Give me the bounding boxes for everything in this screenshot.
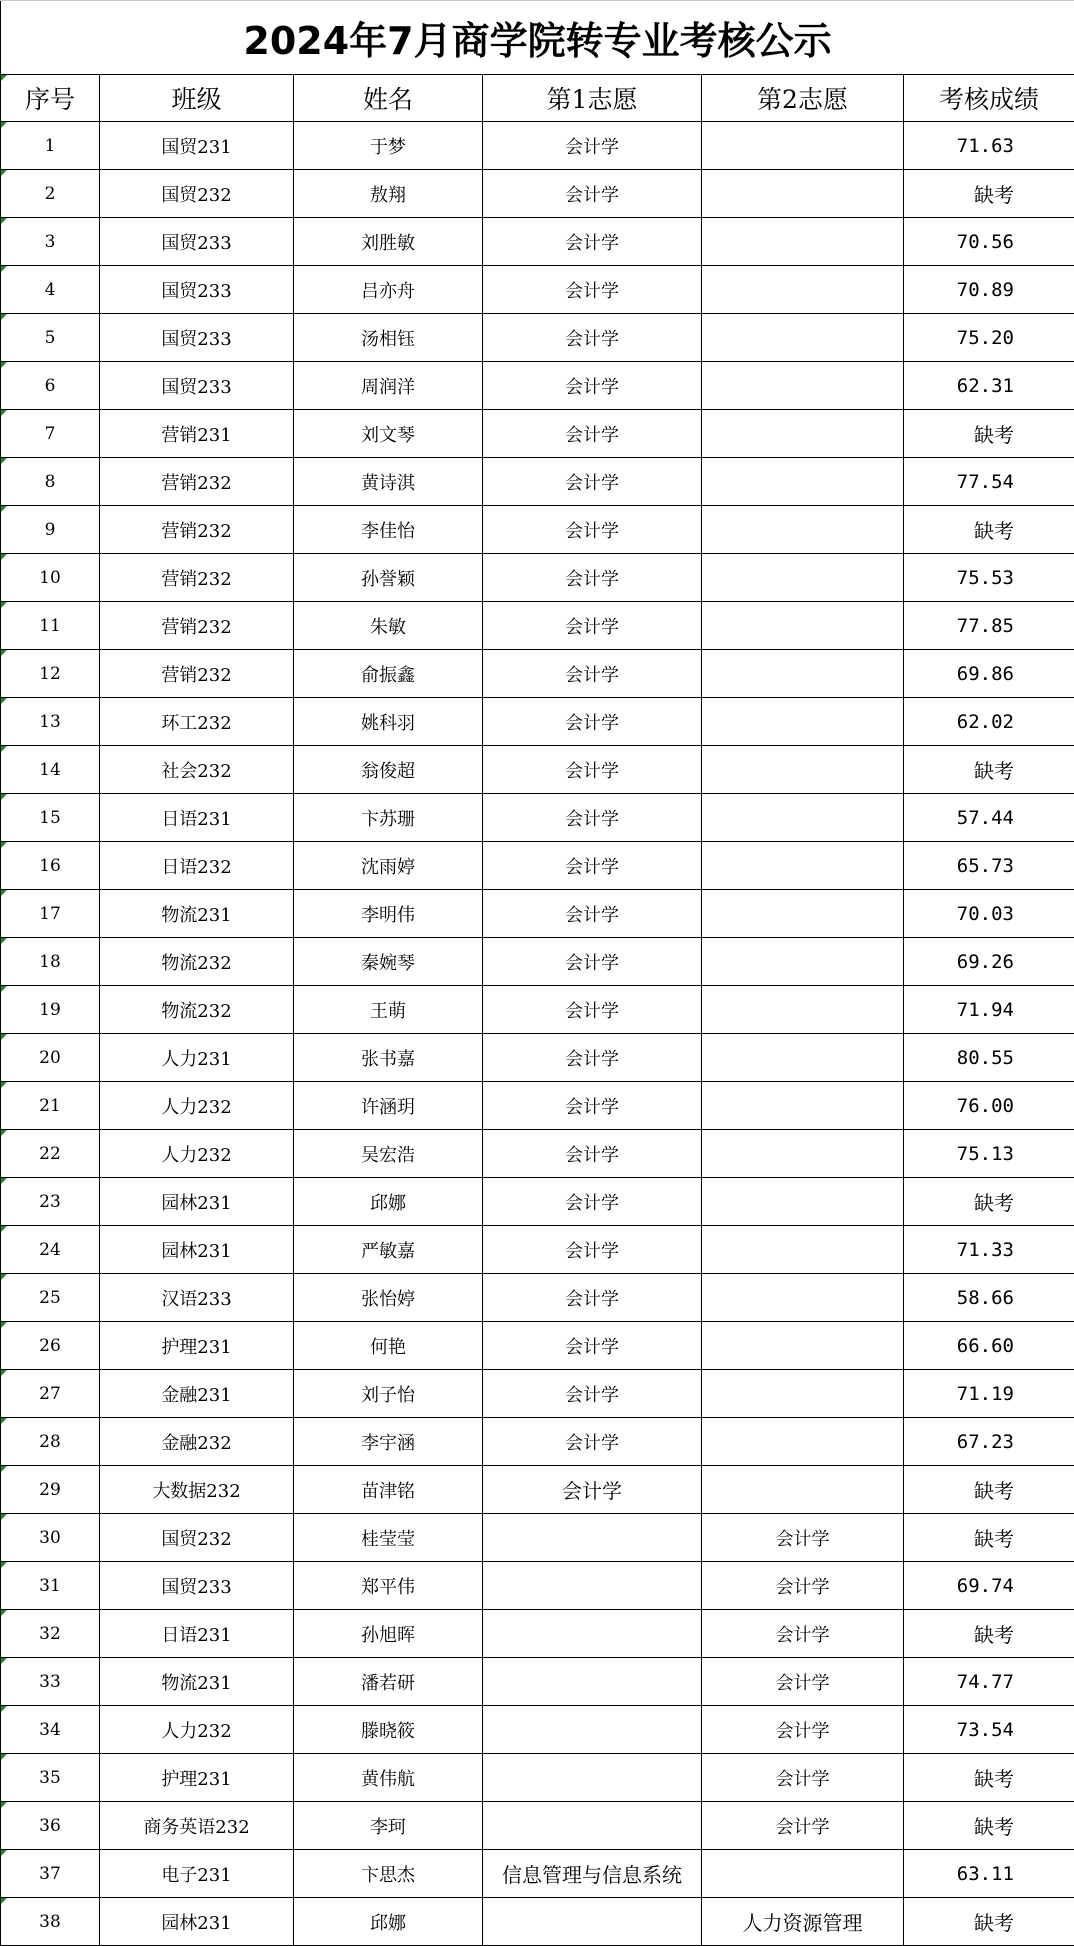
cell-second-choice[interactable] — [702, 1034, 904, 1082]
cell-score[interactable]: 67.23 — [904, 1418, 1074, 1466]
cell-second-choice[interactable] — [702, 1418, 904, 1466]
cell-class[interactable]: 营销232 — [100, 650, 294, 698]
cell-seq[interactable]: 10 — [1, 554, 100, 602]
cell-first-choice[interactable]: 会计学 — [483, 602, 702, 650]
cell-score[interactable]: 74.77 — [904, 1658, 1074, 1706]
cell-first-choice[interactable]: 会计学 — [483, 1274, 702, 1322]
cell-first-choice[interactable]: 会计学 — [483, 122, 702, 170]
cell-seq[interactable]: 4 — [1, 266, 100, 314]
cell-second-choice[interactable] — [702, 458, 904, 506]
cell-seq[interactable]: 17 — [1, 890, 100, 938]
cell-first-choice[interactable]: 会计学 — [483, 506, 702, 554]
table-row — [1, 1562, 1074, 1610]
cell-score[interactable]: 缺考 — [904, 410, 1074, 458]
cell-score[interactable]: 57.44 — [904, 794, 1074, 842]
cell-score[interactable]: 71.94 — [904, 986, 1074, 1034]
table-row — [1, 1082, 1074, 1130]
cell-first-choice[interactable]: 会计学 — [483, 1082, 702, 1130]
cell-first-choice[interactable] — [483, 1658, 702, 1706]
cell-score[interactable]: 70.89 — [904, 266, 1074, 314]
cell-seq[interactable]: 37 — [1, 1850, 100, 1898]
cell-seq[interactable]: 28 — [1, 1418, 100, 1466]
cell-name[interactable]: 张书嘉 — [294, 1034, 483, 1082]
cell-seq[interactable]: 35 — [1, 1754, 100, 1802]
cell-seq[interactable]: 19 — [1, 986, 100, 1034]
cell-second-choice[interactable]: 会计学 — [702, 1754, 904, 1802]
cell-second-choice[interactable] — [702, 170, 904, 218]
cell-first-choice[interactable]: 会计学 — [483, 362, 702, 410]
cell-second-choice[interactable] — [702, 1322, 904, 1370]
cell-class[interactable]: 国贸232 — [100, 170, 294, 218]
table-row — [1, 1370, 1074, 1418]
cell-second-choice[interactable] — [702, 986, 904, 1034]
cell-second-choice[interactable]: 会计学 — [702, 1562, 904, 1610]
cell-name[interactable]: 卞苏珊 — [294, 794, 483, 842]
cell-first-choice[interactable] — [483, 1754, 702, 1802]
cell-name[interactable]: 黄伟航 — [294, 1754, 483, 1802]
cell-first-choice[interactable]: 会计学 — [483, 266, 702, 314]
cell-name[interactable]: 刘子怡 — [294, 1370, 483, 1418]
header-score[interactable]: 考核成绩 — [904, 75, 1074, 122]
cell-second-choice[interactable] — [702, 1082, 904, 1130]
cell-name[interactable]: 沈雨婷 — [294, 842, 483, 890]
cell-name[interactable]: 周润洋 — [294, 362, 483, 410]
table-row — [1, 1898, 1074, 1946]
cell-class[interactable]: 日语231 — [100, 1610, 294, 1658]
cell-first-choice[interactable] — [483, 1562, 702, 1610]
cell-second-choice[interactable] — [702, 1370, 904, 1418]
cell-class[interactable]: 营销232 — [100, 554, 294, 602]
cell-name[interactable]: 潘若研 — [294, 1658, 483, 1706]
cell-second-choice[interactable] — [702, 362, 904, 410]
cell-class[interactable]: 人力232 — [100, 1082, 294, 1130]
cell-score[interactable]: 65.73 — [904, 842, 1074, 890]
cell-name[interactable]: 严敏嘉 — [294, 1226, 483, 1274]
cell-second-choice[interactable] — [702, 938, 904, 986]
cell-name[interactable]: 苗津铭 — [294, 1466, 483, 1514]
cell-seq[interactable]: 13 — [1, 698, 100, 746]
table-row — [1, 1226, 1074, 1274]
table-row — [1, 1802, 1074, 1850]
cell-name[interactable]: 翁俊超 — [294, 746, 483, 794]
cell-first-choice[interactable]: 会计学 — [483, 1226, 702, 1274]
cell-class[interactable]: 护理231 — [100, 1754, 294, 1802]
cell-name[interactable]: 汤相钰 — [294, 314, 483, 362]
cell-seq[interactable]: 12 — [1, 650, 100, 698]
cell-seq[interactable]: 27 — [1, 1370, 100, 1418]
cell-score[interactable]: 73.54 — [904, 1706, 1074, 1754]
cell-score[interactable]: 75.53 — [904, 554, 1074, 602]
cell-class[interactable]: 国贸233 — [100, 218, 294, 266]
table-row — [1, 1178, 1074, 1226]
table-row — [1, 314, 1074, 362]
cell-second-choice[interactable] — [702, 602, 904, 650]
cell-class[interactable]: 物流231 — [100, 1658, 294, 1706]
cell-class[interactable]: 环工232 — [100, 698, 294, 746]
cell-name[interactable]: 秦婉琴 — [294, 938, 483, 986]
header-seq[interactable]: 序号 — [1, 75, 100, 122]
cell-class[interactable]: 国贸232 — [100, 1514, 294, 1562]
table-row — [1, 170, 1074, 218]
table-row — [1, 554, 1074, 602]
cell-seq[interactable]: 8 — [1, 458, 100, 506]
cell-seq[interactable]: 9 — [1, 506, 100, 554]
cell-score[interactable]: 缺考 — [904, 1514, 1074, 1562]
cell-name[interactable]: 张怡婷 — [294, 1274, 483, 1322]
table-row — [1, 794, 1074, 842]
table-row — [1, 1466, 1074, 1514]
cell-first-choice[interactable]: 会计学 — [483, 1178, 702, 1226]
title-row — [1, 1, 1074, 75]
table-row — [1, 1322, 1074, 1370]
cell-score[interactable]: 75.13 — [904, 1130, 1074, 1178]
header-name[interactable]: 姓名 — [294, 75, 483, 122]
cell-seq[interactable]: 15 — [1, 794, 100, 842]
cell-seq[interactable]: 30 — [1, 1514, 100, 1562]
cell-name[interactable]: 朱敏 — [294, 602, 483, 650]
cell-second-choice[interactable] — [702, 1178, 904, 1226]
cell-second-choice[interactable] — [702, 650, 904, 698]
cell-first-choice[interactable] — [483, 1898, 702, 1946]
cell-score[interactable]: 缺考 — [904, 1466, 1074, 1514]
cell-second-choice[interactable] — [702, 410, 904, 458]
table-row — [1, 410, 1074, 458]
cell-score[interactable]: 缺考 — [904, 1802, 1074, 1850]
cell-first-choice[interactable]: 会计学 — [483, 938, 702, 986]
cell-name[interactable]: 刘胜敏 — [294, 218, 483, 266]
cell-first-choice[interactable] — [483, 1802, 702, 1850]
cell-class[interactable]: 物流231 — [100, 890, 294, 938]
table-row — [1, 362, 1074, 410]
table-row — [1, 458, 1074, 506]
table-row — [1, 122, 1074, 170]
table-row — [1, 506, 1074, 554]
cell-score[interactable]: 69.26 — [904, 938, 1074, 986]
cell-name[interactable]: 吕亦舟 — [294, 266, 483, 314]
cell-class[interactable]: 物流232 — [100, 938, 294, 986]
cell-second-choice[interactable] — [702, 1130, 904, 1178]
cell-class[interactable]: 汉语233 — [100, 1274, 294, 1322]
cell-seq[interactable]: 33 — [1, 1658, 100, 1706]
cell-score[interactable]: 63.11 — [904, 1850, 1074, 1898]
cell-second-choice[interactable] — [702, 746, 904, 794]
cell-name[interactable]: 于梦 — [294, 122, 483, 170]
cell-first-choice[interactable] — [483, 1514, 702, 1562]
cell-score[interactable]: 70.03 — [904, 890, 1074, 938]
cell-seq[interactable]: 29 — [1, 1466, 100, 1514]
cell-score[interactable]: 缺考 — [904, 170, 1074, 218]
cell-first-choice[interactable]: 会计学 — [483, 650, 702, 698]
header-row — [1, 75, 1074, 122]
cell-seq[interactable]: 6 — [1, 362, 100, 410]
cell-score[interactable]: 80.55 — [904, 1034, 1074, 1082]
table-row — [1, 1514, 1074, 1562]
cell-name[interactable]: 孙旭晖 — [294, 1610, 483, 1658]
cell-class[interactable]: 国贸231 — [100, 122, 294, 170]
cell-second-choice[interactable] — [702, 1226, 904, 1274]
cell-first-choice[interactable]: 会计学 — [483, 986, 702, 1034]
cell-first-choice[interactable]: 会计学 — [483, 1418, 702, 1466]
cell-name[interactable]: 姚科羽 — [294, 698, 483, 746]
table-row — [1, 986, 1074, 1034]
table-row — [1, 1418, 1074, 1466]
cell-name[interactable]: 敖翔 — [294, 170, 483, 218]
cell-seq[interactable]: 25 — [1, 1274, 100, 1322]
cell-score[interactable]: 76.00 — [904, 1082, 1074, 1130]
cell-class[interactable]: 商务英语232 — [100, 1802, 294, 1850]
cell-seq[interactable]: 21 — [1, 1082, 100, 1130]
cell-name[interactable]: 桂莹莹 — [294, 1514, 483, 1562]
cell-first-choice[interactable]: 会计学 — [483, 890, 702, 938]
cell-name[interactable]: 卞思杰 — [294, 1850, 483, 1898]
cell-seq[interactable]: 1 — [1, 122, 100, 170]
cell-class[interactable]: 物流232 — [100, 986, 294, 1034]
cell-first-choice[interactable]: 会计学 — [483, 170, 702, 218]
cell-class[interactable]: 园林231 — [100, 1178, 294, 1226]
cell-first-choice[interactable]: 会计学 — [483, 746, 702, 794]
cell-score[interactable]: 62.02 — [904, 698, 1074, 746]
cell-seq[interactable]: 23 — [1, 1178, 100, 1226]
cell-seq[interactable]: 14 — [1, 746, 100, 794]
table-row — [1, 842, 1074, 890]
cell-second-choice[interactable] — [702, 266, 904, 314]
cell-seq[interactable]: 24 — [1, 1226, 100, 1274]
cell-seq[interactable]: 11 — [1, 602, 100, 650]
cell-name[interactable]: 何艳 — [294, 1322, 483, 1370]
cell-class[interactable]: 人力232 — [100, 1706, 294, 1754]
cell-second-choice[interactable] — [702, 1466, 904, 1514]
cell-name[interactable]: 郑平伟 — [294, 1562, 483, 1610]
cell-score[interactable]: 69.74 — [904, 1562, 1074, 1610]
cell-second-choice[interactable] — [702, 1850, 904, 1898]
cell-score[interactable]: 66.60 — [904, 1322, 1074, 1370]
cell-class[interactable]: 营销231 — [100, 410, 294, 458]
cell-name[interactable]: 邱娜 — [294, 1898, 483, 1946]
cell-class[interactable]: 园林231 — [100, 1226, 294, 1274]
cell-name[interactable]: 李宇涵 — [294, 1418, 483, 1466]
cell-first-choice[interactable] — [483, 1706, 702, 1754]
cell-class[interactable]: 营销232 — [100, 458, 294, 506]
cell-score[interactable]: 缺考 — [904, 1178, 1074, 1226]
cell-seq[interactable]: 7 — [1, 410, 100, 458]
cell-score[interactable]: 58.66 — [904, 1274, 1074, 1322]
cell-class[interactable]: 营销232 — [100, 602, 294, 650]
cell-first-choice[interactable]: 信息管理与信息系统 — [483, 1850, 702, 1898]
cell-seq[interactable]: 32 — [1, 1610, 100, 1658]
cell-class[interactable]: 社会232 — [100, 746, 294, 794]
table-row — [1, 1850, 1074, 1898]
cell-first-choice[interactable]: 会计学 — [483, 1466, 702, 1514]
cell-seq[interactable]: 31 — [1, 1562, 100, 1610]
cell-name[interactable]: 许涵玥 — [294, 1082, 483, 1130]
cell-name[interactable]: 刘文琴 — [294, 410, 483, 458]
cell-seq[interactable]: 18 — [1, 938, 100, 986]
cell-seq[interactable]: 22 — [1, 1130, 100, 1178]
cell-second-choice[interactable] — [702, 314, 904, 362]
table-row — [1, 218, 1074, 266]
table-row — [1, 1706, 1074, 1754]
cell-second-choice[interactable] — [702, 506, 904, 554]
cell-name[interactable]: 滕晓筱 — [294, 1706, 483, 1754]
table-row — [1, 698, 1074, 746]
header-first-choice[interactable]: 第1志愿 — [483, 75, 702, 122]
cell-first-choice[interactable]: 会计学 — [483, 554, 702, 602]
cell-second-choice[interactable] — [702, 794, 904, 842]
cell-second-choice[interactable] — [702, 890, 904, 938]
cell-score[interactable]: 缺考 — [904, 746, 1074, 794]
cell-score[interactable]: 缺考 — [904, 1754, 1074, 1802]
cell-score[interactable]: 77.54 — [904, 458, 1074, 506]
cell-score[interactable]: 62.31 — [904, 362, 1074, 410]
cell-name[interactable]: 吴宏浩 — [294, 1130, 483, 1178]
cell-score[interactable]: 缺考 — [904, 1898, 1074, 1946]
table-row — [1, 1754, 1074, 1802]
cell-second-choice[interactable] — [702, 554, 904, 602]
cell-first-choice[interactable]: 会计学 — [483, 1322, 702, 1370]
cell-class[interactable]: 护理231 — [100, 1322, 294, 1370]
cell-second-choice[interactable] — [702, 1274, 904, 1322]
cell-first-choice[interactable]: 会计学 — [483, 458, 702, 506]
cell-second-choice[interactable]: 会计学 — [702, 1514, 904, 1562]
table-row — [1, 266, 1074, 314]
cell-second-choice[interactable]: 人力资源管理 — [702, 1898, 904, 1946]
cell-first-choice[interactable]: 会计学 — [483, 1370, 702, 1418]
cell-score[interactable]: 75.20 — [904, 314, 1074, 362]
cell-name[interactable]: 黄诗淇 — [294, 458, 483, 506]
cell-class[interactable]: 国贸233 — [100, 362, 294, 410]
cell-second-choice[interactable] — [702, 842, 904, 890]
cell-second-choice[interactable]: 会计学 — [702, 1658, 904, 1706]
cell-second-choice[interactable]: 会计学 — [702, 1802, 904, 1850]
table-row — [1, 1658, 1074, 1706]
page-title: 2024年7月商学院转专业考核公示 — [1, 1, 1074, 75]
header-class[interactable]: 班级 — [100, 75, 294, 122]
cell-score[interactable]: 71.33 — [904, 1226, 1074, 1274]
cell-class[interactable]: 电子231 — [100, 1850, 294, 1898]
table-row — [1, 1274, 1074, 1322]
cell-seq[interactable]: 20 — [1, 1034, 100, 1082]
cell-score[interactable]: 70.56 — [904, 218, 1074, 266]
cell-class[interactable]: 国贸233 — [100, 314, 294, 362]
cell-seq[interactable]: 2 — [1, 170, 100, 218]
cell-class[interactable]: 园林231 — [100, 1898, 294, 1946]
cell-seq[interactable]: 36 — [1, 1802, 100, 1850]
cell-second-choice[interactable] — [702, 218, 904, 266]
cell-first-choice[interactable]: 会计学 — [483, 218, 702, 266]
cell-class[interactable]: 大数据232 — [100, 1466, 294, 1514]
cell-class[interactable]: 日语231 — [100, 794, 294, 842]
cell-class[interactable]: 人力231 — [100, 1034, 294, 1082]
cell-seq[interactable]: 16 — [1, 842, 100, 890]
cell-name[interactable]: 李珂 — [294, 1802, 483, 1850]
cell-name[interactable]: 李明伟 — [294, 890, 483, 938]
cell-first-choice[interactable]: 会计学 — [483, 314, 702, 362]
cell-name[interactable]: 邱娜 — [294, 1178, 483, 1226]
table-row — [1, 938, 1074, 986]
cell-seq[interactable]: 38 — [1, 1898, 100, 1946]
cell-name[interactable]: 俞振鑫 — [294, 650, 483, 698]
cell-class[interactable]: 金融232 — [100, 1418, 294, 1466]
cell-score[interactable]: 缺考 — [904, 1610, 1074, 1658]
cell-class[interactable]: 国贸233 — [100, 266, 294, 314]
table-row — [1, 1610, 1074, 1658]
cell-score[interactable]: 缺考 — [904, 506, 1074, 554]
cell-class[interactable]: 人力232 — [100, 1130, 294, 1178]
cell-name[interactable]: 王萌 — [294, 986, 483, 1034]
table-row — [1, 650, 1074, 698]
cell-class[interactable]: 日语232 — [100, 842, 294, 890]
cell-second-choice[interactable] — [702, 698, 904, 746]
cell-name[interactable]: 孙誉颖 — [294, 554, 483, 602]
header-second-choice[interactable]: 第2志愿 — [702, 75, 904, 122]
cell-score[interactable]: 69.86 — [904, 650, 1074, 698]
table-row — [1, 1034, 1074, 1082]
cell-seq[interactable]: 3 — [1, 218, 100, 266]
cell-first-choice[interactable]: 会计学 — [483, 1034, 702, 1082]
cell-score[interactable]: 77.85 — [904, 602, 1074, 650]
table-row — [1, 890, 1074, 938]
cell-name[interactable]: 李佳怡 — [294, 506, 483, 554]
cell-class[interactable]: 营销232 — [100, 506, 294, 554]
cell-score[interactable]: 71.63 — [904, 122, 1074, 170]
cell-first-choice[interactable]: 会计学 — [483, 1130, 702, 1178]
cell-second-choice[interactable]: 会计学 — [702, 1706, 904, 1754]
cell-second-choice[interactable] — [702, 122, 904, 170]
cell-seq[interactable]: 5 — [1, 314, 100, 362]
cell-second-choice[interactable]: 会计学 — [702, 1610, 904, 1658]
cell-class[interactable]: 国贸233 — [100, 1562, 294, 1610]
cell-first-choice[interactable] — [483, 1610, 702, 1658]
cell-first-choice[interactable]: 会计学 — [483, 698, 702, 746]
cell-first-choice[interactable]: 会计学 — [483, 794, 702, 842]
table-row — [1, 602, 1074, 650]
cell-class[interactable]: 金融231 — [100, 1370, 294, 1418]
cell-seq[interactable]: 34 — [1, 1706, 100, 1754]
cell-score[interactable]: 71.19 — [904, 1370, 1074, 1418]
table-row — [1, 1130, 1074, 1178]
cell-seq[interactable]: 26 — [1, 1322, 100, 1370]
table-row — [1, 746, 1074, 794]
cell-first-choice[interactable]: 会计学 — [483, 410, 702, 458]
cell-first-choice[interactable]: 会计学 — [483, 842, 702, 890]
